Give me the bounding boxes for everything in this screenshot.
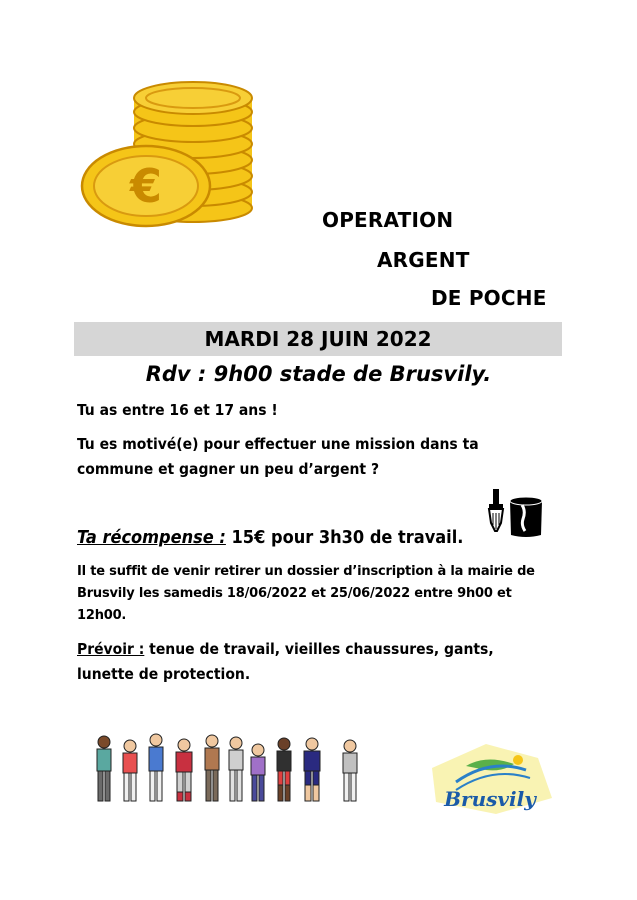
reward-line: [77, 525, 463, 551]
title-line-3: DE POCHE: [431, 286, 547, 310]
euro-coins-icon: [78, 78, 258, 228]
title-line-2: ARGENT: [377, 248, 470, 272]
age-line: Tu as entre 16 et 17 ans !: [77, 401, 278, 419]
title-line-1: OPERATION: [322, 208, 454, 232]
motivation-line-2: commune et gagner un peu d’argent ?: [77, 460, 380, 478]
prevoir-line-1: [77, 637, 617, 662]
dossier-line-2: Brusvily les samedis 18/06/2022 et 25/06/2022 entre 9h00 et: [77, 586, 512, 601]
dossier-line-1: Il te suffit de venir retirer un dossier d’inscription à la mairie de: [77, 564, 535, 579]
date-banner: MARDI 28 JUIN 2022: [74, 322, 562, 356]
brusvily-logo: [426, 738, 556, 818]
group-of-teenagers-illustration: [92, 732, 364, 810]
paint-brush-and-can-icon: [480, 487, 548, 539]
dossier-paragraph: [77, 561, 617, 627]
reward-text: 15€ pour 3h30 de travail.: [225, 527, 464, 548]
prevoir-paragraph: [77, 637, 617, 687]
dossier-line-3: 12h00.: [77, 608, 127, 623]
reward-label: Ta récompense :: [77, 527, 226, 548]
prevoir-line-2: lunette de protection.: [77, 665, 251, 683]
prevoir-label: Prévoir :: [77, 640, 145, 658]
prevoir-text-1: tenue de travail, vieilles chaussures, gants,: [144, 640, 494, 658]
motivation-paragraph: [77, 432, 597, 482]
motivation-line-1: Tu es motivé(e) pour effectuer une mission dans ta: [77, 435, 479, 453]
svg-text:€: €: [129, 159, 163, 213]
logo-text: Brusvily: [444, 787, 536, 811]
rendezvous-line: Rdv : 9h00 stade de Brusvily.: [145, 362, 492, 386]
